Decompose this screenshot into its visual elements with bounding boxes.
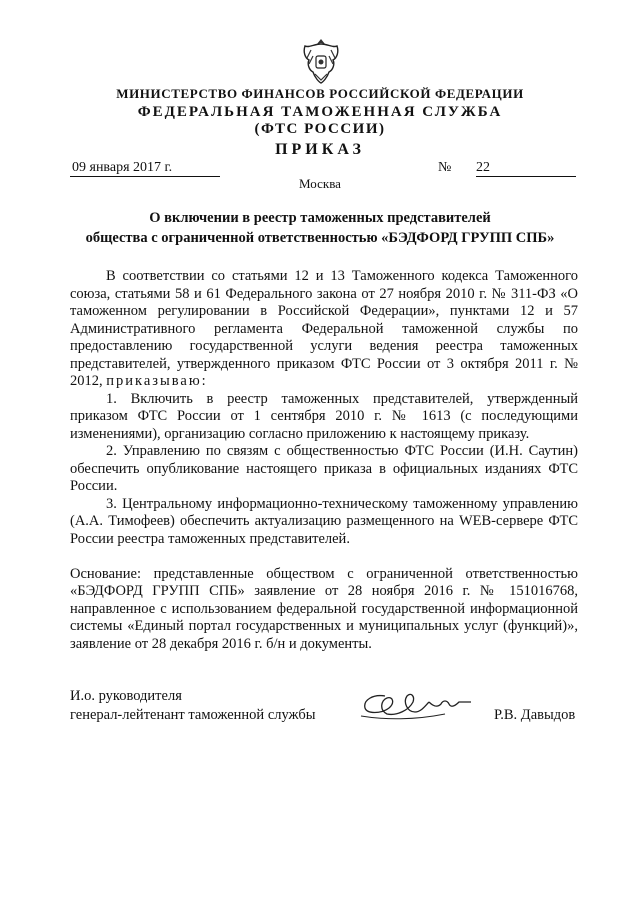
- document-type: ПРИКАЗ: [275, 141, 365, 158]
- preamble-paragraph: [70, 268, 578, 391]
- item-1: 1. Включить в реестр таможенных представителей, утвержденный приказом ФТС России от 1 сентября 2010 г. № 1613 (с последующими изменениями), организацию согласно приложению к настоящему приказу.: [70, 390, 578, 442]
- item-2: 2. Управлению по связям с общественностью ФТС России (И.Н. Саутин) обеспечить опубликование настоящего приказа в официальных изданиях ФТС России.: [70, 443, 578, 494]
- order-title-line1: О включении в реестр таможенных представителей: [149, 210, 491, 226]
- signatory-role-line2: генерал-лейтенант таможенной службы: [70, 707, 316, 723]
- coat-of-arms-emblem: [299, 36, 343, 86]
- order-word: приказываю:: [106, 373, 208, 389]
- handwritten-signature: [355, 686, 485, 724]
- preamble-text: В соответствии со статьями 12 и 13 Таможенного кодекса Таможенного союза, статьями 58 и 61 Федерального закона от 27 ноября 2010 г. № 311-ФЗ «О таможенном регулировании в Российской Федерации», пунктами 12 и 57 Административного регламента Федеральной таможенной службы по предоставлению государственной услуги ведения реестра таможенных представителей, утвержденного приказом ФТС России от 3 октября 2011 г. № 2012,: [70, 268, 578, 389]
- order-title-line2: общества с ограниченной ответственностью «БЭДФОРД ГРУПП СПБ»: [85, 230, 555, 246]
- signatory-role: [70, 687, 316, 725]
- service-abbreviation: (ФТС РОССИИ): [254, 121, 386, 137]
- service-heading: ФЕДЕРАЛЬНАЯ ТАМОЖЕННАЯ СЛУЖБА: [137, 104, 503, 120]
- basis-paragraph: Основание: представленные обществом с ограниченной ответственностью «БЭДФОРД ГРУПП СПБ» заявление от 28 ноября 2016 г. № 151016768, направленное с использованием федеральной государственной информационной системы «Единый портал государственных и муниципальных услуг (функций)», заявление от 28 декабря 2016 г. б/н и документы.: [70, 565, 578, 652]
- order-body: [70, 268, 578, 653]
- item-3: 3. Центральному информационно-техническому таможенному управлению (А.А. Тимофеев) обеспечить актуализацию размещенного на WEB-сервере ФТС России реестра таможенных представителей.: [70, 495, 578, 547]
- order-date: 09 января 2017 г.: [70, 160, 220, 177]
- order-number-label: №: [438, 160, 452, 175]
- signatory-name: Р.В. Давыдов: [494, 707, 576, 723]
- signatory-role-line1: И.о. руководителя: [70, 688, 182, 704]
- city: Москва: [299, 176, 341, 191]
- ministry-heading: МИНИСТЕРСТВО ФИНАНСОВ РОССИЙСКОЙ ФЕДЕРАЦИИ: [116, 86, 524, 101]
- order-title: [0, 208, 640, 248]
- order-number: 22: [476, 160, 576, 177]
